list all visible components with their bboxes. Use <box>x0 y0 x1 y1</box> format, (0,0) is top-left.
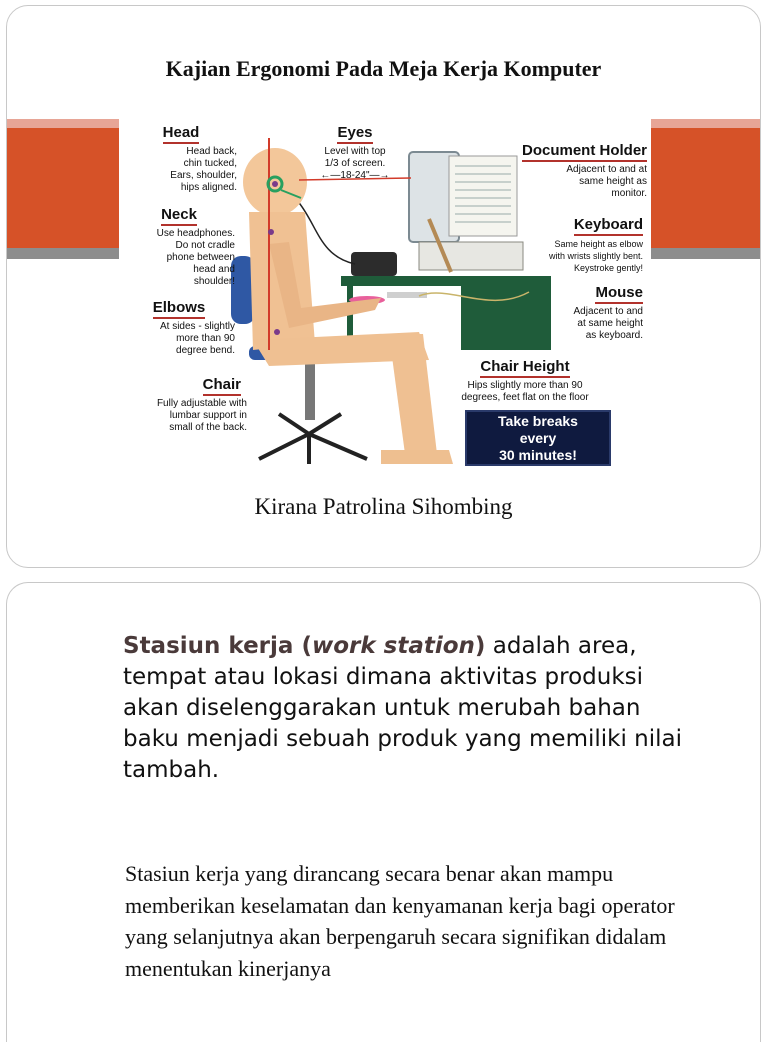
label-line: at same height <box>577 318 643 329</box>
label-elbows: Elbows At sides - slightly more than 90 degree bend. <box>123 299 235 357</box>
label-line: head and <box>193 264 235 275</box>
label-line: monitor. <box>611 188 647 199</box>
label-line: 1/3 of screen. <box>324 158 386 169</box>
label-line: small of the back. <box>169 422 247 433</box>
slide-title <box>6 5 761 568</box>
desk-drawer <box>461 286 551 350</box>
label-line: Keystroke gently! <box>573 263 643 273</box>
label-line: Same height as elbow <box>554 239 643 249</box>
desk-top <box>341 276 551 286</box>
label-keyboard: Keyboard Same height as elbow with wrists slightly bent. Keystroke gently! <box>519 216 643 274</box>
label-neck: Neck Use headphones. Do not cradle phone between head and shoulder! <box>123 206 235 288</box>
take-breaks-sign: Take breaks every 30 minutes! <box>465 410 611 466</box>
label-line: chin tucked, <box>183 158 237 169</box>
person-foot <box>381 450 453 464</box>
decor-band-left <box>7 119 119 259</box>
label-line: Adjacent to and <box>573 306 643 317</box>
label-line: Fully adjustable with <box>156 398 247 409</box>
label-keyboard-desc <box>519 238 643 274</box>
label-document-holder: Document Holder Adjacent to and at same height as monitor. <box>485 142 647 200</box>
label-line: hips aligned. <box>180 182 237 193</box>
label-line: phone between <box>166 252 235 263</box>
label-chair-height-desc <box>429 380 621 404</box>
label-line: as keyboard. <box>585 330 643 341</box>
chair-post <box>305 360 315 420</box>
label-mouse-desc <box>549 306 643 342</box>
label-line: degree bend. <box>176 345 235 356</box>
label-line: At sides - slightly <box>159 321 235 332</box>
label-head-desc <box>125 146 237 194</box>
definition-paragraph: Stasiun kerja (work station) adalah area, tempat atau lokasi dimana aktivitas produksi akan diselenggarakan untuk merubah bahan baku menjadi sebuah produk yang memiliki nilai tambah. <box>123 633 683 783</box>
label-line: with wrists slightly bent. <box>548 251 643 261</box>
slide-definition <box>6 582 761 1042</box>
label-mouse: Mouse Adjacent to and at same height as keyboard. <box>549 284 643 342</box>
label-neck-desc <box>123 228 235 288</box>
label-line: Use headphones. <box>156 228 235 239</box>
phone <box>351 252 397 276</box>
label-line: lumbar support in <box>169 410 247 421</box>
label-head: Head Head back, chin tucked, Ears, shoulder, hips aligned. <box>125 124 237 194</box>
label-chair-height: Chair Height Hips slightly more than 90 degrees, feet flat on the floor <box>429 358 621 404</box>
label-chair: Chair Fully adjustable with lumbar support in small of the back. <box>143 376 247 434</box>
chair-base <box>259 414 367 464</box>
label-line: Head back, <box>186 146 237 157</box>
label-line: Hips slightly more than 90 <box>467 380 583 391</box>
design-paragraph: Stasiun kerja yang dirancang secara benar akan mampu memberikan keselamatan dan kenyamanan kerja bagi operator yang selanjutnya akan berpengaruh secara signifikan didalam menentukan kinerjanya <box>125 861 675 981</box>
label-elbows-desc <box>123 321 235 357</box>
label-line: same height as <box>579 176 647 187</box>
label-line: Ears, shoulder, <box>170 170 237 181</box>
ergonomics-illustration <box>119 114 651 474</box>
label-line: degrees, feet flat on the floor <box>461 392 589 403</box>
definition-term: Stasiun kerja (work station) <box>123 633 486 659</box>
label-line: shoulder! <box>193 276 235 287</box>
label-line: Adjacent to and at <box>566 164 647 175</box>
label-line: Do not cradle <box>175 240 235 251</box>
label-line: more than 90 <box>176 333 235 344</box>
label-line: ←—18-24"—→ <box>320 170 390 181</box>
author-name: Kirana Patrolina Sihombing <box>254 494 513 519</box>
label-eyes-desc <box>305 146 405 182</box>
label-document-holder-desc <box>485 164 647 200</box>
label-line: Level with top <box>324 146 386 157</box>
decor-band-right <box>640 119 760 259</box>
cpu-box <box>419 242 523 270</box>
slide-title-heading: Kajian Ergonomi Pada Meja Kerja Komputer <box>165 56 602 81</box>
label-eyes: Eyes Level with top 1/3 of screen. ←—18-24"—→ <box>305 124 405 182</box>
label-chair-desc <box>143 398 247 434</box>
